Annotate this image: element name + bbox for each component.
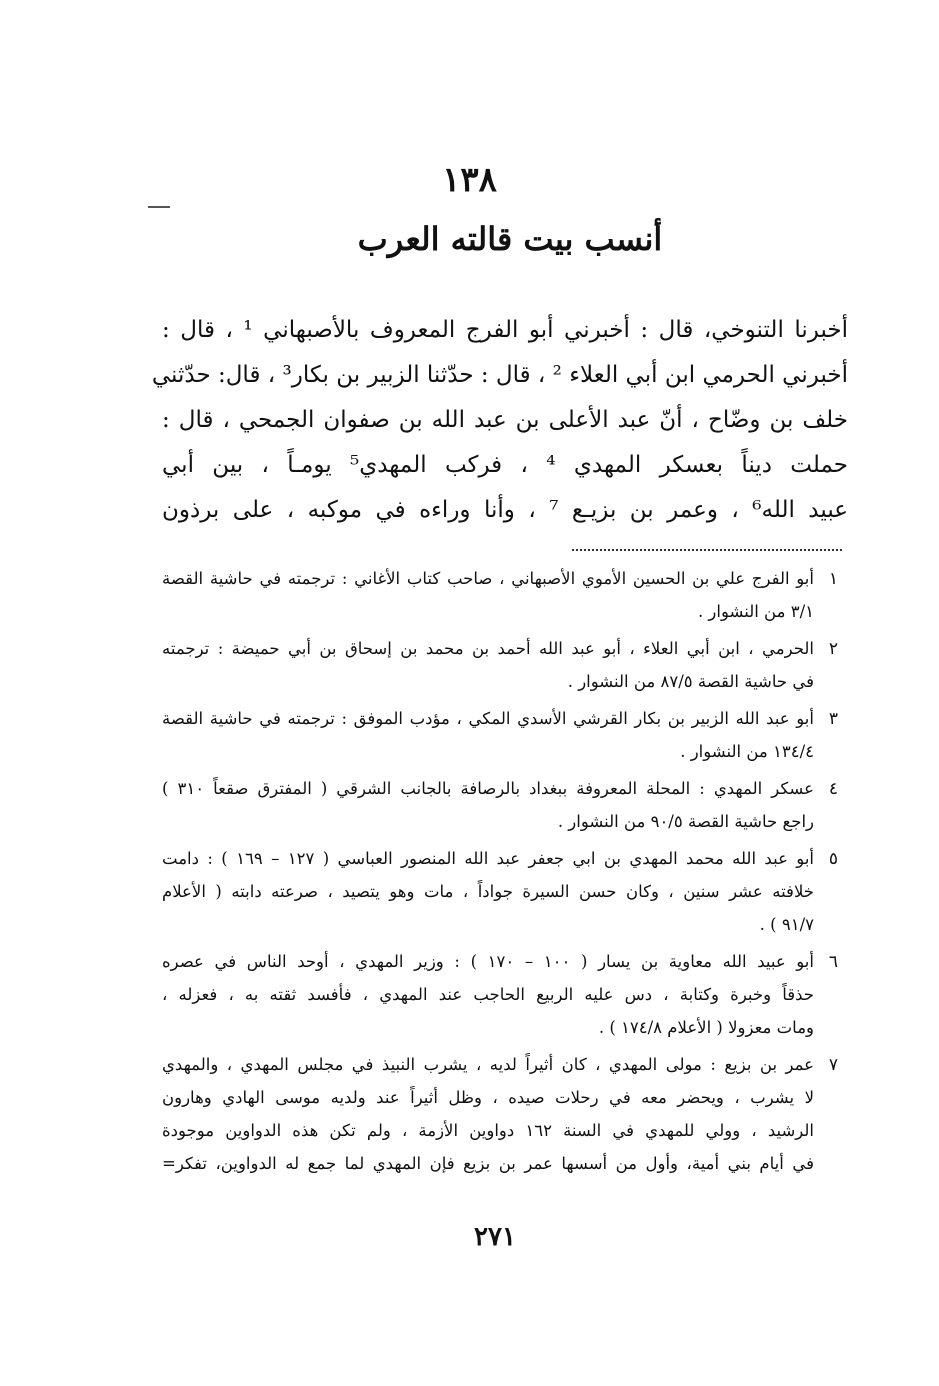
footnote-line: أبو عبد الله محمد المهدي بن ابي جعفر عبد الله المنصور العباسي ( ١٢٧ – ١٦٩ ) : دامت [162,849,814,868]
footnote-4 [162,772,848,838]
footnote-separator [572,549,842,551]
footnote-number: ٦ [828,952,838,972]
footnote-line: حذقاً وخبرة وكتابة ، دس عليه الربيع الحاجب عند المهدي ، فأفسد ثقته به ، فعزله ، [162,985,814,1004]
footnote-line: ٣/١ من النشوار . [697,602,814,621]
text-line: حملت ديناً بعسكر المهدي ⁴ ، فركب المهدي⁵ يومـاً ، بين أبي [162,452,848,478]
footnote-7 [162,1048,848,1180]
footnote-6 [162,945,848,1044]
footnote-2 [162,632,848,698]
footnote-line: ١٣٤/٤ من النشوار . [680,742,814,761]
footnote-5 [162,842,848,941]
footnote-line: ومات معزولا ( الأعلام ١٧٤/٨ ) . [598,1018,814,1037]
text-line: أخبرني الحرمي ابن أبي العلاء ² ، قال : حدّثنا الزبير بن بكار³ ، قال: حدّثني [151,362,848,388]
footnote-line: أبو عبيد الله معاوية بن يسار ( ١٠٠ – ١٧٠ ) : وزير المهدي ، أوحد الناس في عصره [162,952,814,971]
footnote-line: خلافته عشر سنين ، وكان حسن السيرة جواداً ، مات وهو يتصيد ، صرعته دابته ( الأعلام [162,882,814,901]
text-line: عبيد الله⁶ ، وعمر بن بزيـع ⁷ ، وأنا وراءه في موكبه ، على برذون [162,497,848,523]
footnote-line: عمر بن بزيع : مولى المهدي ، كان أثيراً لديه ، يشرب النبيذ في مجلس المهدي ، والمهدي [162,1055,814,1074]
stray-ink-mark [148,206,170,208]
footnote-line: في حاشية القصة ٨٧/٥ من النشوار . [567,672,814,691]
footnotes [162,562,848,1184]
footnote-line: أبو عبد الله الزبير بن بكار القرشي الأسدي المكي ، مؤدب الموفق : ترجمته في حاشية القصة [162,709,814,728]
story-number: ١٣٨ [442,160,497,200]
text-line: خلف بن وضّاح ، أنّ عبد الأعلى بن عبد الله بن صفوان الجمحي ، قال : [162,407,848,433]
footnote-3 [162,702,848,768]
footnote-line: عسكر المهدي : المحلة المعروفة ببغداد بالرصافة بالجانب الشرقي ( المفترق صقعاً ٣١٠ ) [162,779,814,798]
story-title: أنسب بيت قالته العرب [357,220,663,258]
footnote-line: أبو الفرج علي بن الحسين الأموي الأصبهاني ، صاحب كتاب الأغاني : ترجمته في حاشية القصة [162,569,814,588]
text-line: أخبرنا التنوخي، قال : أخبرني أبو الفرج المعروف بالأصبهاني ¹ ، قال : [162,317,848,343]
footnote-line: لا يشرب ، ويحضر معه في رحلات صيده ، وظل أثيراً عند ولديه موسى الهادي وهارون [162,1088,814,1107]
footnote-line: ٩١/٧ ) . [759,915,814,934]
footnote-line: الحرمي ، ابن أبي العلاء ، أبو عبد الله أحمد بن محمد بن إسحاق بن أبي حميضة : ترجمته [162,639,814,658]
main-text [151,308,848,533]
footnote-number: ٢ [828,639,838,659]
footnote-line: راجع حاشية القصة ٩٠/٥ من النشوار . [557,812,814,831]
footnote-number: ٥ [828,849,838,869]
footnote-number: ٤ [828,779,838,799]
footnote-number: ٧ [828,1055,838,1075]
footnote-1 [162,562,848,628]
footnote-line: الرشيد ، وولي للمهدي في السنة ١٦٢ دواوين الأزمة ، ولم تكن هذه الدواوين موجودة [162,1121,814,1140]
page-number: ٢٧١ [474,1222,516,1252]
footnote-line: في أيام بني أمية، وأول من أسسها عمر بن بزيع فإن المهدي لما جمع له الدواوين، تفكر= [162,1154,814,1173]
footnote-number: ١ [828,569,838,589]
footnote-number: ٣ [828,709,838,729]
